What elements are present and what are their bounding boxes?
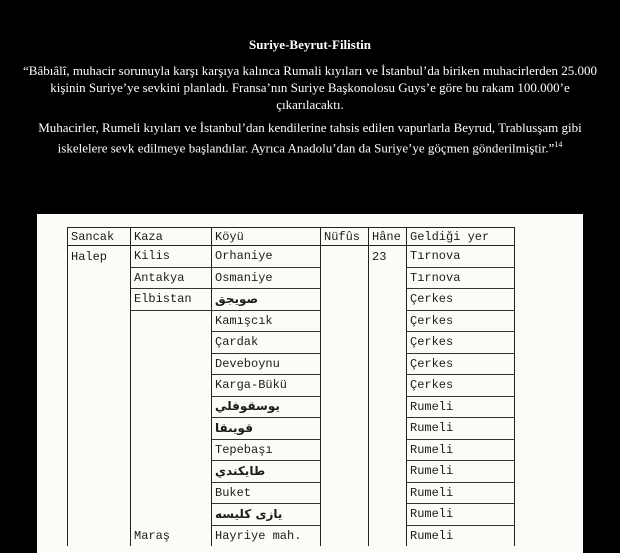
table-row [68,267,515,289]
table-row [68,375,515,397]
cell-kaza [131,461,212,483]
cell-nufus [321,289,369,311]
cell-nufus [321,504,369,526]
table-row [68,482,515,504]
footnote-marker: 14 [554,140,563,149]
cell-sancak [68,353,131,375]
header-kaza: Kaza [131,228,212,246]
table-row [68,525,515,546]
table-header-row [68,228,515,246]
cell-nufus [321,396,369,418]
cell-kaza [131,246,212,268]
cell-nufus [321,418,369,440]
cell-text: صويجق [215,291,259,306]
table-row [68,396,515,418]
cell-geldigi-yer [407,504,515,526]
cell-text: Rumeli [410,507,454,522]
cell-koyu [212,289,321,311]
cell-hane [369,396,407,418]
settlement-register-table [67,227,515,546]
table-row [68,353,515,375]
cell-geldigi-yer [407,375,515,397]
cell-nufus [321,461,369,483]
cell-text: Kamışcık [215,313,273,328]
cell-koyu [212,418,321,440]
cell-nufus [321,246,369,268]
cell-geldigi-yer [407,482,515,504]
cell-text: Çerkes [410,378,454,393]
cell-kaza [131,396,212,418]
cell-geldigi-yer [407,267,515,289]
cell-kaza [131,375,212,397]
cell-hane [369,353,407,375]
cell-text: Rumeli [410,464,454,479]
cell-nufus [321,525,369,546]
cell-hane [369,525,407,546]
cell-kaza [131,418,212,440]
cell-koyu [212,332,321,354]
cell-hane [369,482,407,504]
cell-sancak [68,461,131,483]
cell-text: Elbistan [134,292,192,307]
cell-text: يازى كليسه [215,506,283,521]
cell-text: طايكندي [215,463,266,478]
cell-text: Çerkes [410,292,454,307]
cell-text: Çardak [215,335,259,350]
scanned-register-image [37,214,583,553]
cell-sancak [68,267,131,289]
table-row [68,310,515,332]
cell-koyu [212,353,321,375]
cell-kaza [131,525,212,546]
table-row [68,289,515,311]
cell-koyu [212,525,321,546]
quote-paragraph-1: “Bâbıâlî, muhacir sorunuyla karşı karşıya kalınca Rumali kıyıları ve İstanbul’da biriken muhacirlerden 25.000 kişinin Suriye’ye sevkini planladı. Fransa’nın Suriye Başkonolosu Guys’e göre bu rakam 100.000’e çıkarılacaktı. [23,63,597,112]
cell-kaza [131,332,212,354]
cell-text: Rumeli [410,442,454,457]
cell-kaza [131,267,212,289]
cell-text: Orhaniye [215,249,273,264]
cell-koyu [212,482,321,504]
cell-text: قويىقا [215,420,253,435]
cell-geldigi-yer [407,525,515,546]
cell-text: Çerkes [410,335,454,350]
cell-nufus [321,482,369,504]
cell-hane [369,504,407,526]
cell-sancak [68,310,131,332]
cell-hane [369,375,407,397]
cell-geldigi-yer [407,310,515,332]
cell-text: Tırnova [410,249,461,264]
cell-hane [369,246,407,268]
cell-hane [369,332,407,354]
cell-text: Deveboynu [215,356,280,371]
cell-koyu [212,461,321,483]
cell-sancak [68,504,131,526]
cell-kaza [131,482,212,504]
cell-hane [369,461,407,483]
cell-text: Antakya [134,270,185,285]
cell-text: Halep [71,249,108,264]
cell-geldigi-yer [407,396,515,418]
cell-hane [369,439,407,461]
cell-sancak [68,439,131,461]
cell-sancak [68,525,131,546]
cell-text: يوسقوفلي [215,399,280,414]
header-hane: Hâne [369,228,407,246]
table-row [68,504,515,526]
cell-koyu [212,375,321,397]
quote-block [20,62,600,162]
cell-text: Rumeli [410,528,454,543]
cell-geldigi-yer [407,289,515,311]
cell-koyu [212,396,321,418]
table-row [68,418,515,440]
cell-nufus [321,353,369,375]
cell-kaza [131,504,212,526]
cell-geldigi-yer [407,418,515,440]
cell-sancak [68,332,131,354]
cell-hane [369,267,407,289]
cell-geldigi-yer [407,332,515,354]
table-row [68,461,515,483]
cell-geldigi-yer [407,461,515,483]
cell-nufus [321,310,369,332]
cell-geldigi-yer [407,439,515,461]
cell-text: Hayriye mah. [215,528,302,543]
cell-text: Rumeli [410,421,454,436]
cell-hane [369,289,407,311]
cell-text: Osmaniye [215,270,273,285]
cell-text: Çerkes [410,313,454,328]
cell-text: Karga-Bükü [215,378,288,393]
header-sancak: Sancak [68,228,131,246]
cell-text: Buket [215,485,252,500]
cell-text: Rumeli [410,485,454,500]
header-koyu: Köyü [212,228,321,246]
cell-text: Tırnova [410,270,461,285]
cell-koyu [212,504,321,526]
cell-hane [369,310,407,332]
cell-text: Maraş [134,528,171,543]
cell-sancak [68,246,131,268]
cell-koyu [212,267,321,289]
cell-text: Rumeli [410,399,454,414]
cell-kaza [131,439,212,461]
cell-nufus [321,267,369,289]
table-row [68,246,515,268]
cell-sancak [68,482,131,504]
cell-sancak [68,375,131,397]
cell-koyu [212,246,321,268]
cell-geldigi-yer [407,246,515,268]
cell-kaza [131,310,212,332]
quote-paragraph-2-text: Muhacirler, Rumeli kıyıları ve İstanbul’dan kendilerine tahsis edilen vapurlarla Beyrud, Trablusşam gibi iskelelere sevk edilmeye başlandılar. Ayrıca Anadolu’dan da Suriye’ye göçmen gönderilmiştir.” [38,120,582,156]
table-row [68,439,515,461]
cell-hane [369,418,407,440]
cell-nufus [321,439,369,461]
table-row [68,332,515,354]
header-geldigi-yer: Geldiği yer [407,228,515,246]
cell-geldigi-yer [407,353,515,375]
cell-text: Tepebaşı [215,442,273,457]
cell-nufus [321,332,369,354]
cell-text: 23 [372,249,387,264]
cell-koyu [212,439,321,461]
cell-text: Çerkes [410,356,454,371]
header-nufus: Nüfûs [321,228,369,246]
slide-title: Suriye-Beyrut-Filistin [248,37,372,52]
quote-paragraph-2 [20,119,600,156]
cell-koyu [212,310,321,332]
cell-text: Kilis [134,249,171,264]
cell-kaza [131,289,212,311]
cell-sancak [68,418,131,440]
cell-kaza [131,353,212,375]
cell-sancak [68,396,131,418]
cell-sancak [68,289,131,311]
cell-nufus [321,375,369,397]
